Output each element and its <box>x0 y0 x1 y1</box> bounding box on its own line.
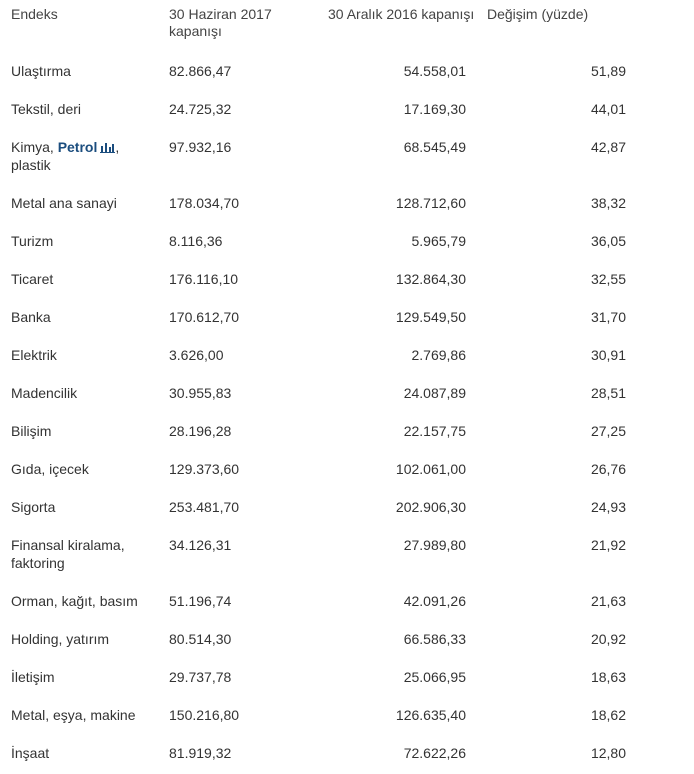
row-name: Ticaret <box>11 271 54 287</box>
row-change-value: 42,87 <box>590 139 626 155</box>
row-name: Banka <box>11 309 51 325</box>
row-change-value: 26,76 <box>590 461 626 477</box>
row-december-value: 128.712,60 <box>395 195 466 211</box>
row-december-value: 22.157,75 <box>403 423 466 439</box>
table-header <box>0 0 694 52</box>
row-december-value: 68.545,49 <box>403 139 466 155</box>
row-name: İnşaat <box>11 745 50 761</box>
row-name <box>11 138 161 174</box>
header-june-close: 30 Haziran 2017 kapanışı <box>169 6 272 39</box>
table-row <box>0 128 694 184</box>
row-name: Madencilik <box>11 385 78 401</box>
row-december-value: 17.169,30 <box>403 101 466 117</box>
row-name: Finansal kiralama, faktoring <box>11 537 125 571</box>
row-june-value: 253.481,70 <box>169 499 240 515</box>
table-row <box>0 184 694 222</box>
row-name: Tekstil, deri <box>11 101 82 117</box>
row-december-value: 24.087,89 <box>403 385 466 401</box>
row-december-value: 42.091,26 <box>403 593 466 609</box>
row-june-value: 82.866,47 <box>169 63 232 79</box>
row-change-value: 44,01 <box>590 101 626 117</box>
row-december-value: 132.864,30 <box>395 271 466 287</box>
row-name: İletişim <box>11 669 55 685</box>
row-change-value: 32,55 <box>590 271 626 287</box>
row-name: Ulaştırma <box>11 63 71 79</box>
table-row <box>0 52 694 90</box>
row-name: Gıda, içecek <box>11 461 89 477</box>
row-december-value: 54.558,01 <box>403 63 466 79</box>
row-name: Elektrik <box>11 347 57 363</box>
row-change-value: 51,89 <box>590 63 626 79</box>
header-change-percent: Değişim (yüzde) <box>487 6 589 22</box>
row-june-value: 8.116,36 <box>169 233 223 249</box>
row-name: Orman, kağıt, basım <box>11 593 138 609</box>
row-june-value: 176.116,10 <box>169 271 239 287</box>
petrol-link[interactable]: Petrol <box>57 139 98 155</box>
row-december-value: 102.061,00 <box>395 461 466 477</box>
row-change-value: 27,25 <box>590 423 626 439</box>
bar-chart-icon[interactable] <box>100 141 115 153</box>
table-row <box>0 412 694 450</box>
row-december-value: 72.622,26 <box>403 745 466 761</box>
row-name-prefix: Kimya, <box>11 139 58 155</box>
row-december-value: 202.906,30 <box>395 499 466 515</box>
row-june-value: 170.612,70 <box>169 309 240 325</box>
table-row <box>0 696 694 734</box>
row-june-value: 150.216,80 <box>169 707 240 723</box>
row-december-value: 129.549,50 <box>395 309 466 325</box>
row-name: Metal ana sanayi <box>11 195 117 211</box>
header-december-close: 30 Aralık 2016 kapanışı <box>328 6 475 22</box>
table-row <box>0 658 694 696</box>
table-row <box>0 222 694 260</box>
row-change-value: 21,92 <box>590 537 626 553</box>
row-change-value: 24,93 <box>590 499 626 515</box>
row-december-value: 66.586,33 <box>403 631 466 647</box>
row-name-line2: plastik <box>11 157 51 173</box>
row-december-value: 25.066,95 <box>403 669 466 685</box>
row-june-value: 178.034,70 <box>169 195 240 211</box>
row-change-value: 18,62 <box>590 707 626 723</box>
row-change-value: 30,91 <box>590 347 626 363</box>
row-december-value: 2.769,86 <box>411 347 466 363</box>
row-change-value: 20,92 <box>590 631 626 647</box>
row-change-value: 21,63 <box>590 593 626 609</box>
row-name-suffix: , <box>115 139 120 155</box>
row-june-value: 97.932,16 <box>169 139 232 155</box>
header-index: Endeks <box>11 6 58 22</box>
row-name: Sigorta <box>11 499 56 515</box>
row-name: Holding, yatırım <box>11 631 110 647</box>
row-name: Bilişim <box>11 423 52 439</box>
table-row <box>0 488 694 526</box>
table-row <box>0 336 694 374</box>
row-june-value: 34.126,31 <box>169 537 232 553</box>
row-change-value: 38,32 <box>590 195 626 211</box>
row-december-value: 126.635,40 <box>395 707 466 723</box>
table-row <box>0 374 694 412</box>
table-row <box>0 90 694 128</box>
row-december-value: 27.989,80 <box>403 537 466 553</box>
row-june-value: 30.955,83 <box>169 385 232 401</box>
table-row <box>0 734 694 772</box>
table-row <box>0 298 694 336</box>
row-june-value: 129.373,60 <box>169 461 240 477</box>
table-row <box>0 260 694 298</box>
table-row <box>0 450 694 488</box>
row-change-value: 36,05 <box>590 233 626 249</box>
row-name: Turizm <box>11 233 54 249</box>
row-june-value: 24.725,32 <box>169 101 232 117</box>
row-june-value: 51.196,74 <box>169 593 232 609</box>
row-december-value: 5.965,79 <box>411 233 466 249</box>
table-row <box>0 582 694 620</box>
table-row <box>0 620 694 658</box>
row-change-value: 31,70 <box>590 309 626 325</box>
row-change-value: 28,51 <box>590 385 626 401</box>
row-june-value: 29.737,78 <box>169 669 232 685</box>
row-june-value: 81.919,32 <box>169 745 232 761</box>
table-row <box>0 526 694 582</box>
row-name: Metal, eşya, makine <box>11 707 136 723</box>
row-june-value: 80.514,30 <box>169 631 232 647</box>
row-june-value: 28.196,28 <box>169 423 232 439</box>
row-change-value: 18,63 <box>590 669 626 685</box>
row-june-value: 3.626,00 <box>169 347 224 363</box>
row-change-value: 12,80 <box>590 745 626 761</box>
